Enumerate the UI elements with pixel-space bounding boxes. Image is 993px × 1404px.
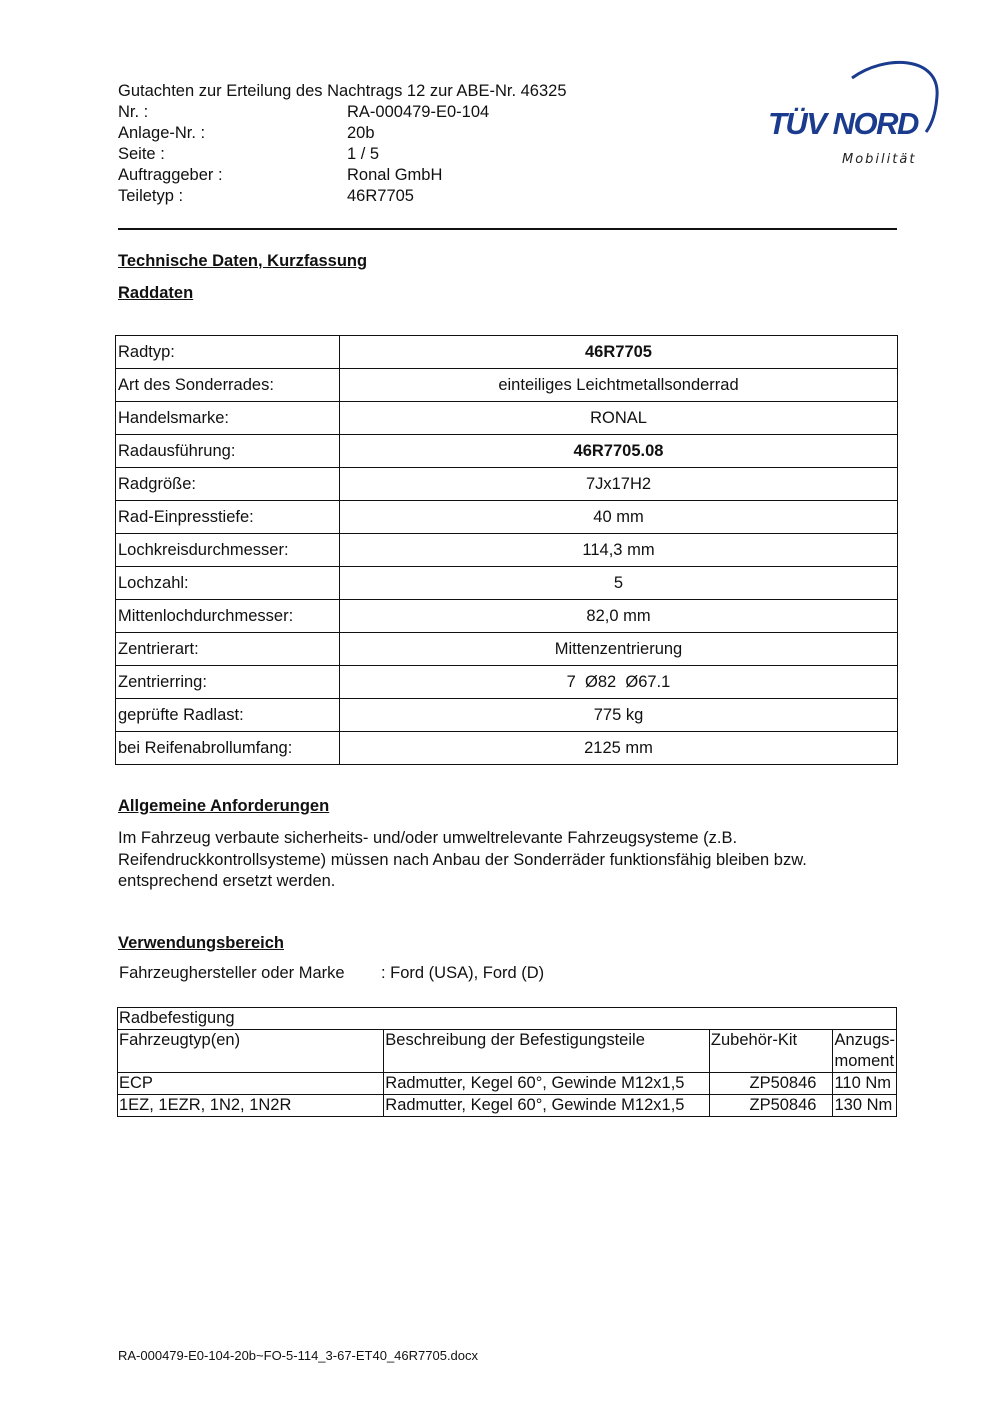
cell-fahrzeugtyp: ECP xyxy=(118,1073,384,1095)
table-cell-value: 5 xyxy=(340,567,898,600)
header-label: Teiletyp : xyxy=(118,187,184,205)
column-header: Beschreibung der Befestigungsteile xyxy=(384,1030,710,1073)
table-cell-value: einteiliges Leichtmetallsonderrad xyxy=(340,369,898,402)
table-header-row xyxy=(118,1030,897,1073)
table-row xyxy=(116,501,898,534)
table-row xyxy=(116,699,898,732)
header-value: 1 / 5 xyxy=(347,145,380,163)
cell-beschreibung: Radmutter, Kegel 60°, Gewinde M12x1,5 xyxy=(384,1073,710,1095)
table-cell-value: 114,3 mm xyxy=(340,534,898,567)
cell-fahrzeugtyp: 1EZ, 1EZR, 1N2, 1N2R xyxy=(118,1095,384,1117)
table-cell-label: bei Reifenabrollumfang: xyxy=(116,732,340,765)
header-label: Anlage-Nr. : xyxy=(118,124,206,142)
table-cell-value: 775 kg xyxy=(340,699,898,732)
table-row xyxy=(116,402,898,435)
table-row xyxy=(116,336,898,369)
table-cell-value: 82,0 mm xyxy=(340,600,898,633)
table-cell-label: Lochkreisdurchmesser: xyxy=(116,534,340,567)
table-cell-label: Lochzahl: xyxy=(116,567,340,600)
table-cell-label: Art des Sonderrades: xyxy=(116,369,340,402)
column-header: Anzugs-moment xyxy=(833,1030,897,1073)
table-cell-value: 46R7705 xyxy=(340,336,898,369)
table-row xyxy=(116,468,898,501)
cell-beschreibung: Radmutter, Kegel 60°, Gewinde M12x1,5 xyxy=(384,1095,710,1117)
table-row xyxy=(116,567,898,600)
table-cell-label: Radausführung: xyxy=(116,435,340,468)
table-cell-value: 2125 mm xyxy=(340,732,898,765)
header-row-anlage xyxy=(118,123,567,144)
header-label: Auftraggeber : xyxy=(118,166,223,184)
raddaten-table xyxy=(115,335,898,765)
table-title-row xyxy=(118,1008,897,1030)
header-value: 20b xyxy=(347,124,375,142)
table-row xyxy=(118,1073,897,1095)
cell-kit: ZP50846 xyxy=(709,1073,833,1095)
logo-wordmark: TÜV NORD xyxy=(768,106,918,141)
table-cell-value: Mittenzentrierung xyxy=(340,633,898,666)
table-cell-value: 40 mm xyxy=(340,501,898,534)
table-cell-value: RONAL xyxy=(340,402,898,435)
marke-label: Fahrzeughersteller oder Marke xyxy=(119,964,345,982)
header-row-seite xyxy=(118,144,567,165)
footer-filename: RA-000479-E0-104-20b~FO-5-114_3-67-ET40_46R7705.docx xyxy=(118,1348,479,1363)
table-cell-label: Mittenlochdurchmesser: xyxy=(116,600,340,633)
cell-moment: 130 Nm xyxy=(833,1095,897,1117)
marke-value: : Ford (USA), Ford (D) xyxy=(381,964,545,982)
table-cell-label: Rad-Einpresstiefe: xyxy=(116,501,340,534)
table-row xyxy=(116,666,898,699)
header-row-nr xyxy=(118,102,567,123)
table-cell-value: 46R7705.08 xyxy=(340,435,898,468)
table-title: Radbefestigung xyxy=(118,1008,897,1030)
header-value: 46R7705 xyxy=(347,187,414,205)
table-cell-value: 7Jx17H2 xyxy=(340,468,898,501)
header-row-teiletyp xyxy=(118,186,567,207)
section-heading-verwendung: Verwendungsbereich xyxy=(118,934,284,952)
marke-line xyxy=(119,964,544,983)
table-cell-label: Zentrierring: xyxy=(116,666,340,699)
table-cell-label: Radtyp: xyxy=(116,336,340,369)
header-label: Nr. : xyxy=(118,103,149,121)
table-row xyxy=(116,732,898,765)
table-row xyxy=(116,369,898,402)
table-cell-label: Zentrierart: xyxy=(116,633,340,666)
table-cell-label: geprüfte Radlast: xyxy=(116,699,340,732)
cell-moment: 110 Nm xyxy=(833,1073,897,1095)
header-value: RA-000479-E0-104 xyxy=(347,103,490,121)
table-cell-label: Handelsmarke: xyxy=(116,402,340,435)
section-heading-allgemein: Allgemeine Anforderungen xyxy=(118,797,330,815)
tuv-nord-logo xyxy=(760,56,945,171)
table-row xyxy=(116,435,898,468)
cell-kit: ZP50846 xyxy=(709,1095,833,1117)
table-cell-value: 7 Ø82 Ø67.1 xyxy=(340,666,898,699)
table-row xyxy=(118,1095,897,1117)
header-label: Seite : xyxy=(118,145,165,163)
header-row-auftraggeber xyxy=(118,165,567,186)
table-row xyxy=(116,633,898,666)
logo-subtitle: Mobilität xyxy=(842,152,917,167)
radbefestigung-table xyxy=(117,1007,897,1117)
header-divider xyxy=(118,228,897,230)
allgemein-paragraph: Im Fahrzeug verbaute sicherheits- und/oder umweltrelevante Fahrzeugsysteme (z.B. Reifendruckkontrollsysteme) müssen nach Anbau der Sonderräder funktionsfähig bleiben bzw. entsprechend ersetzt werden. xyxy=(118,829,807,890)
table-row xyxy=(116,600,898,633)
table-row xyxy=(116,534,898,567)
column-header: Zubehör-Kit xyxy=(709,1030,833,1073)
section-heading-technische: Technische Daten, Kurzfassung xyxy=(118,252,368,270)
header-title: Gutachten zur Erteilung des Nachtrags 12 zur ABE-Nr. 46325 xyxy=(118,82,567,100)
document-header xyxy=(118,81,567,207)
section-heading-raddaten: Raddaten xyxy=(118,284,194,302)
header-value: Ronal GmbH xyxy=(347,166,443,184)
table-cell-label: Radgröße: xyxy=(116,468,340,501)
column-header: Fahrzeugtyp(en) xyxy=(118,1030,384,1073)
